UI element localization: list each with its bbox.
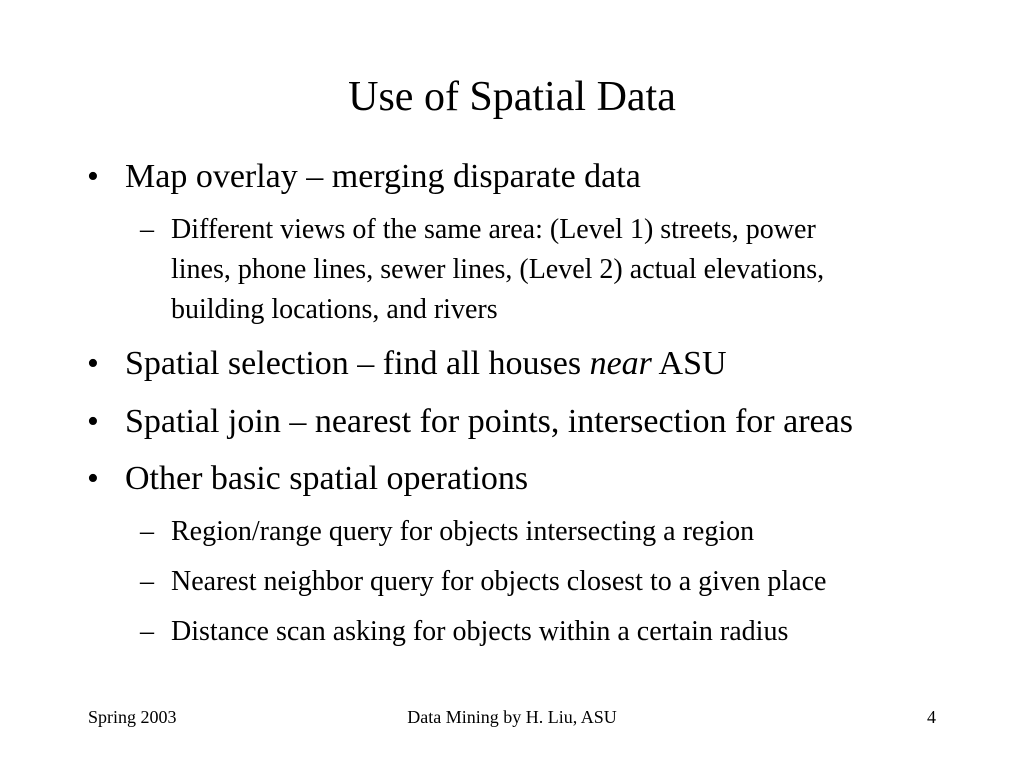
sub-bullet-line: building locations, and rivers <box>171 294 498 325</box>
bullet-text: Spatial join – nearest for points, intersection for areas <box>125 403 853 440</box>
footer-course: Data Mining by H. Liu, ASU <box>407 707 617 727</box>
bullet-text-after: ASU <box>651 345 727 382</box>
bullet-marker: • <box>87 158 99 195</box>
bullet-marker: • <box>87 460 99 497</box>
bullet-text <box>125 344 727 384</box>
sub-bullet-marker: – <box>140 566 154 597</box>
slide-title: Use of Spatial Data <box>348 74 676 120</box>
sub-bullet-text <box>171 210 824 330</box>
bullet-text-emphasis: near <box>589 345 652 382</box>
sub-bullet-text: Region/range query for objects intersecting a region <box>171 516 755 547</box>
footer-page-number: 4 <box>927 707 936 727</box>
sub-bullet-text: Nearest neighbor query for objects closest to a given place <box>171 566 827 597</box>
sub-bullet-marker: – <box>140 214 154 245</box>
sub-bullet-marker: – <box>140 516 154 547</box>
bullet-marker: • <box>87 345 99 382</box>
bullet-text-before: Spatial selection – find all houses <box>125 345 590 382</box>
bullet-text: Map overlay – merging disparate data <box>125 158 641 195</box>
bullet-marker: • <box>87 403 99 440</box>
sub-bullet-marker: – <box>140 616 154 647</box>
sub-bullet-line: lines, phone lines, sewer lines, (Level 2) actual elevations, <box>171 254 825 285</box>
sub-bullet-text: Distance scan asking for objects within a certain radius <box>171 616 789 647</box>
footer-date: Spring 2003 <box>88 707 177 727</box>
sub-bullet-line: Different views of the same area: (Level 1) streets, power <box>171 214 816 245</box>
bullet-text: Other basic spatial operations <box>125 460 529 497</box>
